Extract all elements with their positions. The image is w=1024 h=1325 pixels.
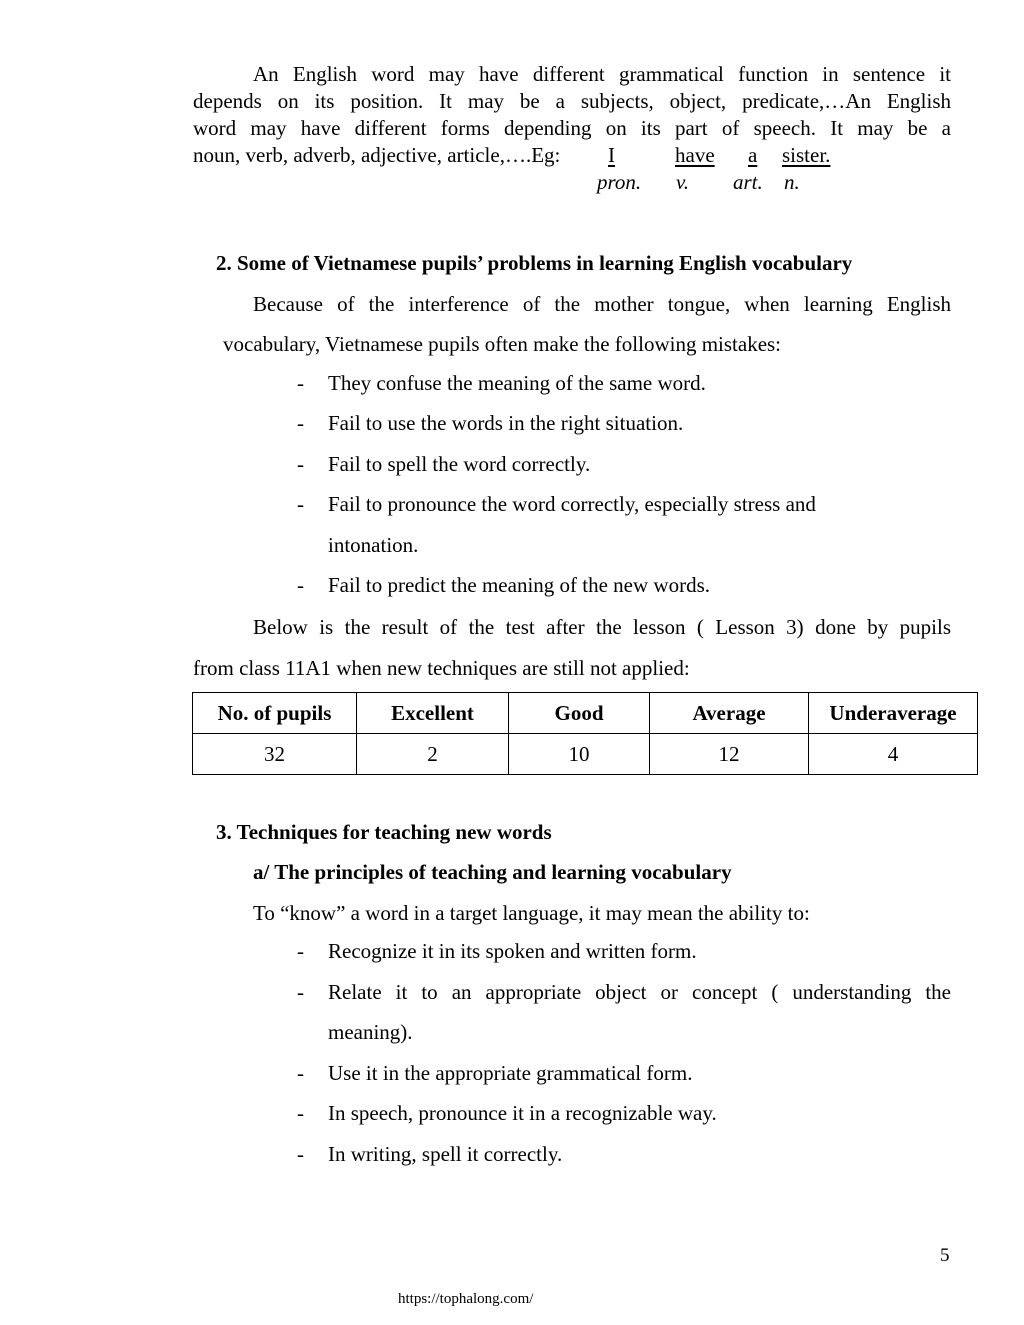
table-header-row bbox=[193, 693, 978, 734]
table-cell: 2 bbox=[357, 734, 509, 775]
section-3-subheading: a/ The principles of teaching and learning vocabulary bbox=[253, 860, 732, 884]
result-line-2: from class 11A1 when new techniques are still not applied: bbox=[193, 656, 690, 680]
list-item: Fail to pronounce the word correctly, especially stress and bbox=[328, 492, 816, 516]
list-item-continuation: meaning). bbox=[328, 1020, 413, 1044]
example-pos: pron. bbox=[597, 170, 642, 194]
example-pos: v. bbox=[676, 170, 690, 194]
intro-line-4-prefix: noun, verb, adverb, adjective, article,….Eg: bbox=[193, 143, 561, 167]
bullet-dash: - bbox=[297, 1061, 304, 1085]
table-cell: 10 bbox=[509, 734, 650, 775]
example-pos: art. bbox=[733, 170, 763, 194]
example-word: I bbox=[608, 143, 615, 167]
intro-line-4 bbox=[193, 142, 560, 169]
section-2-para-line-1: Because of the interference of the mother tongue, when learning English bbox=[253, 292, 951, 316]
list-item: Fail to use the words in the right situation. bbox=[328, 411, 684, 435]
list-item: Recognize it in its spoken and written form. bbox=[328, 939, 697, 963]
page-number: 5 bbox=[940, 1245, 950, 1266]
table-cell: 4 bbox=[809, 734, 978, 775]
list-item: Relate it to an appropriate object or concept ( understanding the bbox=[328, 980, 951, 1004]
intro-line-2: depends on its position. It may be a subjects, object, predicate,…An English bbox=[193, 89, 951, 113]
bullet-dash: - bbox=[297, 492, 304, 516]
example-word: have bbox=[675, 143, 715, 167]
list-item: Fail to spell the word correctly. bbox=[328, 452, 591, 476]
source-url: https://tophalong.com/ bbox=[398, 1291, 534, 1307]
intro-line-1: An English word may have different grammatical function in sentence it bbox=[253, 62, 951, 86]
list-item: Use it in the appropriate grammatical form. bbox=[328, 1061, 693, 1085]
bullet-dash: - bbox=[297, 980, 304, 1004]
bullet-dash: - bbox=[297, 1101, 304, 1125]
table-header-cell: Good bbox=[509, 693, 650, 734]
section-3-intro: To “know” a word in a target language, it may mean the ability to: bbox=[253, 901, 810, 925]
list-item: Fail to predict the meaning of the new words. bbox=[328, 573, 710, 597]
example-word: a bbox=[748, 143, 758, 167]
bullet-dash: - bbox=[297, 573, 304, 597]
bullet-dash: - bbox=[297, 452, 304, 476]
results-table bbox=[192, 692, 978, 775]
table-cell: 32 bbox=[193, 734, 357, 775]
bullet-dash: - bbox=[297, 411, 304, 435]
result-line-1: Below is the result of the test after the lesson ( Lesson 3) done by pupils bbox=[253, 615, 951, 639]
section-2-para-line-2: vocabulary, Vietnamese pupils often make the following mistakes: bbox=[223, 332, 782, 356]
table-cell: 12 bbox=[650, 734, 809, 775]
intro-line-3: word may have different forms depending on its part of speech. It may be a bbox=[193, 116, 951, 140]
table-header-cell: No. of pupils bbox=[193, 693, 357, 734]
example-word: sister. bbox=[782, 143, 831, 167]
bullet-dash: - bbox=[297, 939, 304, 963]
table-header-cell: Excellent bbox=[357, 693, 509, 734]
list-item: In writing, spell it correctly. bbox=[328, 1142, 563, 1166]
table-row bbox=[193, 734, 978, 775]
list-item-continuation: intonation. bbox=[328, 533, 419, 557]
example-pos: n. bbox=[784, 170, 800, 194]
bullet-dash: - bbox=[297, 371, 304, 395]
bullet-dash: - bbox=[297, 1142, 304, 1166]
section-2-heading: 2. Some of Vietnamese pupils’ problems in learning English vocabulary bbox=[216, 251, 853, 275]
section-3-heading: 3. Techniques for teaching new words bbox=[216, 820, 552, 844]
table-header-cell: Average bbox=[650, 693, 809, 734]
list-item: In speech, pronounce it in a recognizable way. bbox=[328, 1101, 717, 1125]
list-item: They confuse the meaning of the same word. bbox=[328, 371, 706, 395]
table-header-cell: Underaverage bbox=[809, 693, 978, 734]
